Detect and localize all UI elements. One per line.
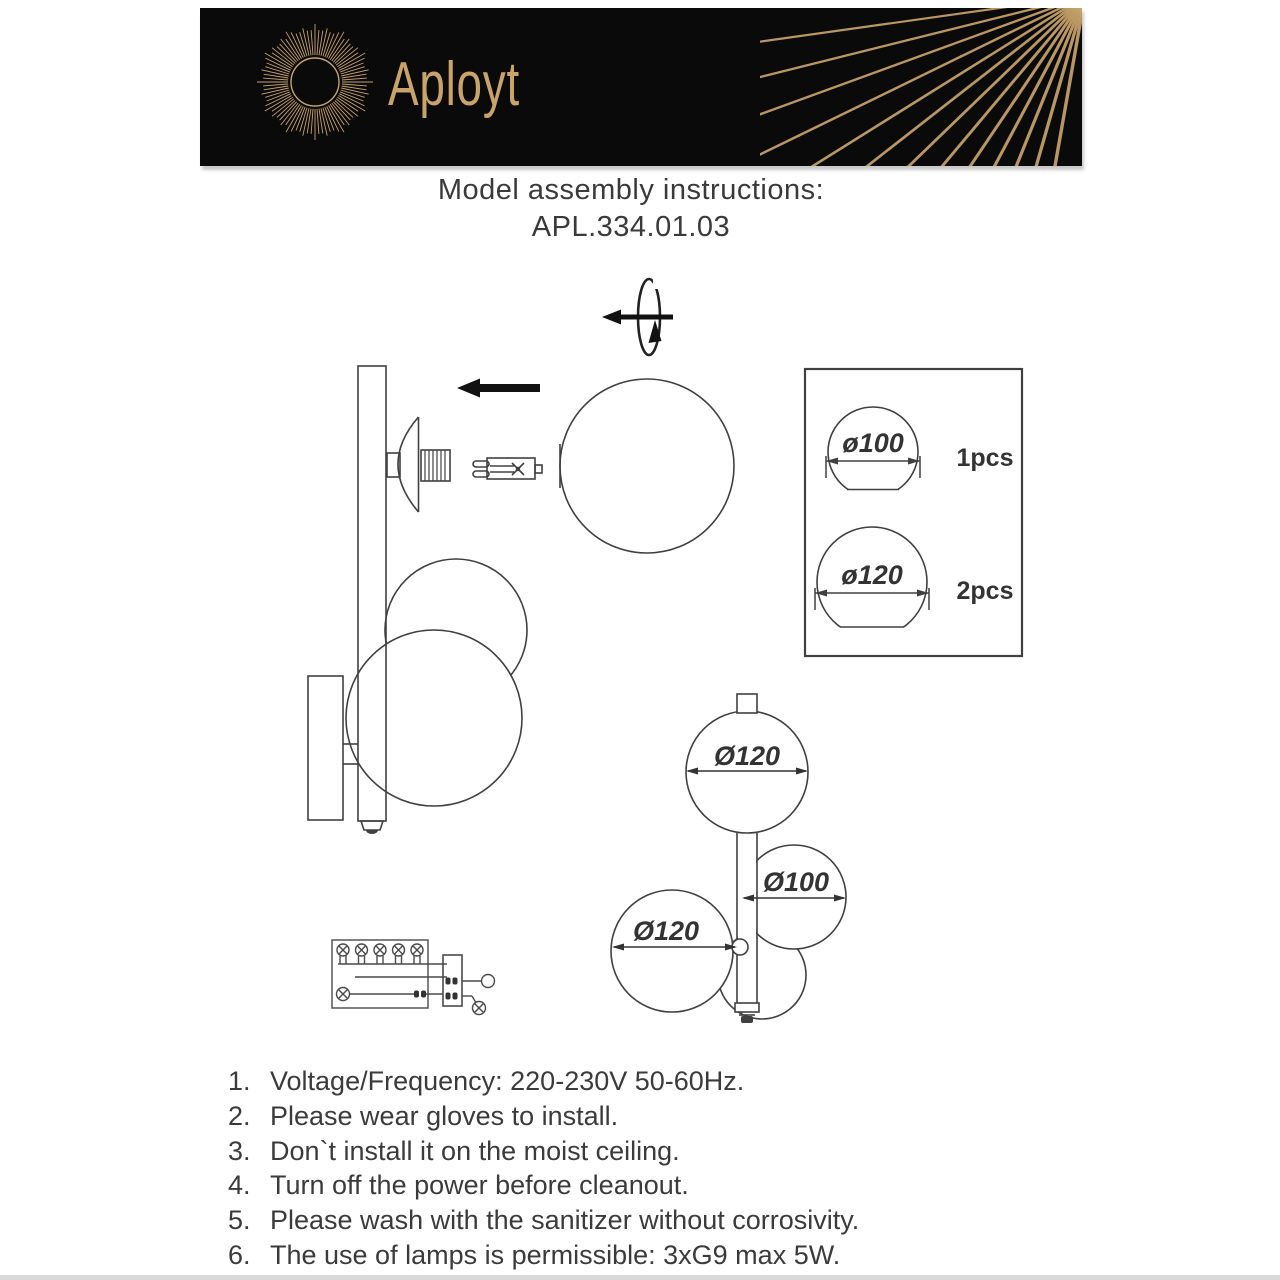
connector — [453, 978, 458, 985]
wiring-diagram — [325, 935, 525, 1025]
output-wire — [472, 996, 476, 1002]
item-number: 5. — [228, 1205, 251, 1236]
label-right-sphere: Ø100 — [762, 867, 830, 897]
item-number: 6. — [228, 1239, 251, 1270]
connector — [421, 991, 426, 998]
title-block — [0, 172, 1262, 246]
item-text: Please wear gloves to install. — [270, 1100, 619, 1131]
label-diameter-100: ø100 — [842, 428, 904, 458]
sphere-left-front — [611, 890, 733, 1012]
item-text: Don`t install it on the moist ceiling. — [270, 1135, 680, 1166]
item-number: 2. — [228, 1100, 251, 1131]
sphere-top-front — [686, 711, 808, 833]
corner-rays-decoration — [760, 8, 1082, 166]
lamp-symbol — [393, 944, 405, 964]
item-text: Turn off the power before cleanout. — [270, 1170, 689, 1201]
doc-title: Model assembly instructions: — [437, 174, 825, 206]
label-left-sphere: Ø120 — [632, 916, 700, 946]
list-item — [228, 1134, 859, 1169]
label-top-sphere: Ø120 — [713, 741, 781, 771]
top-cap — [737, 694, 757, 713]
insert-arrow-icon — [457, 379, 540, 398]
g9-bulb — [473, 458, 542, 479]
sphere-large-side — [560, 379, 734, 553]
page-edge — [0, 1275, 1280, 1280]
stem — [737, 832, 757, 1003]
logo-rays — [257, 24, 373, 140]
lamp-symbol — [356, 944, 368, 964]
list-item — [228, 1238, 859, 1273]
connector — [446, 978, 451, 985]
logo-ring — [291, 58, 339, 106]
brand-banner — [200, 8, 1082, 166]
dimension-100 — [826, 456, 920, 478]
fan-rays — [760, 8, 1082, 166]
socket-threads — [421, 450, 450, 481]
dimension-120 — [815, 588, 929, 610]
list-item — [228, 1203, 859, 1238]
parts-box-border — [805, 369, 1022, 656]
bar-end-cap — [361, 821, 383, 834]
lamp-symbol — [374, 944, 386, 964]
lamp-symbol — [411, 944, 423, 964]
connector — [414, 991, 419, 998]
item-number: 3. — [228, 1135, 251, 1166]
connector — [446, 993, 451, 1000]
item-number: 4. — [228, 1170, 251, 1201]
wall-plate — [308, 676, 343, 820]
lamp-plain-symbol — [482, 975, 495, 988]
list-item — [228, 1064, 859, 1099]
lamp-symbol — [473, 1002, 486, 1015]
sunburst-logo-icon — [255, 22, 375, 142]
item-text: Voltage/Frequency: 220-230V 50-60Hz. — [270, 1066, 745, 1096]
socket-dome — [398, 417, 419, 512]
item-text: The use of lamps is permissible: 3xG9 max 5W. — [270, 1239, 841, 1270]
front-view-diagram — [600, 685, 870, 1035]
list-item — [228, 1168, 859, 1203]
connector — [453, 993, 458, 1000]
sphere-lower-side — [346, 630, 522, 806]
lamp-symbol — [337, 988, 350, 1001]
item-text: Please wash with the sanitizer without corrosivity. — [270, 1205, 860, 1236]
label-qty-100: 1pcs — [956, 444, 1014, 472]
list-item — [228, 1099, 859, 1134]
brand-name: Aployt — [388, 50, 520, 119]
label-qty-120: 2pcs — [956, 577, 1014, 605]
rotation-icon — [592, 268, 712, 373]
parts-box — [800, 365, 1030, 660]
item-number: 1. — [228, 1066, 251, 1096]
model-code: APL.334.01.03 — [531, 211, 731, 243]
lamp-symbol — [337, 944, 349, 964]
label-diameter-120: ø120 — [841, 560, 903, 590]
instructions-list — [228, 1064, 859, 1273]
